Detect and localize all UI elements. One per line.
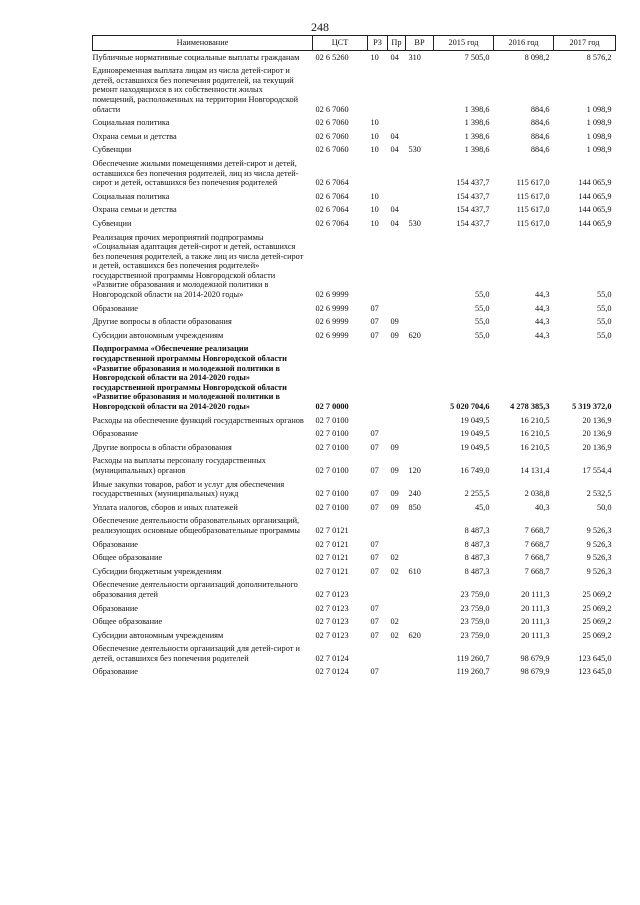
- row-value-2016: 16 210,5: [520, 415, 550, 425]
- table-row: [93, 602, 616, 616]
- row-value-2017: 144 065,9: [578, 205, 612, 215]
- row-name: Социальная политика: [92, 191, 170, 201]
- row-cst: 02 6 7064: [315, 205, 349, 215]
- row-rz: 07: [370, 617, 379, 627]
- row-rz: 10: [370, 145, 379, 155]
- table-row: [93, 642, 616, 665]
- table-body: [93, 50, 616, 679]
- row-value-2016: 16 210,5: [520, 442, 550, 452]
- row-value-2017: 144 065,9: [578, 191, 612, 201]
- row-cst: 02 7 0100: [315, 502, 349, 512]
- row-name: Субсидии бюджетным учреждениям: [92, 566, 222, 576]
- row-rz: [368, 414, 388, 428]
- row-vr: [406, 130, 434, 144]
- table-row: [93, 565, 616, 579]
- header-cst: ЦСТ: [313, 36, 368, 51]
- row-vr: 120: [408, 465, 421, 475]
- row-value-2015: 23 759,0: [460, 589, 490, 599]
- header-name: Наименование: [93, 36, 313, 51]
- row-cst: 02 7 0100: [315, 415, 349, 425]
- table-row: [93, 665, 616, 679]
- header-2015: 2015 год: [434, 36, 494, 51]
- row-rz: 10: [370, 52, 379, 62]
- row-vr: [406, 414, 434, 428]
- row-value-2016: 884,6: [530, 145, 550, 155]
- row-value-2016: 884,6: [530, 118, 550, 128]
- table-row: [93, 514, 616, 537]
- row-value-2015: 154 437,7: [456, 205, 490, 215]
- row-vr: [406, 315, 434, 329]
- table-row: [93, 143, 616, 157]
- page-number: 248: [311, 20, 329, 34]
- row-value-2016: 14 131,4: [520, 465, 550, 475]
- row-pr: [388, 514, 406, 537]
- row-value-2015: 1 398,6: [464, 104, 490, 114]
- row-value-2017: 144 065,9: [578, 218, 612, 228]
- row-vr: [406, 514, 434, 537]
- row-cst: 02 7 0100: [315, 465, 349, 475]
- table-row: [93, 116, 616, 130]
- row-pr: 09: [390, 502, 399, 512]
- row-cst: 02 7 0121: [315, 539, 349, 549]
- row-value-2017: 20 136,9: [582, 429, 612, 439]
- row-value-2015: 154 437,7: [456, 178, 490, 188]
- row-pr: 09: [390, 465, 399, 475]
- table-row: [93, 578, 616, 601]
- row-value-2016: 20 111,3: [521, 589, 550, 599]
- row-value-2017: 1 098,9: [586, 104, 612, 114]
- row-pr: [388, 642, 406, 665]
- row-value-2017: 55,0: [596, 290, 612, 300]
- row-rz: 07: [370, 553, 379, 563]
- row-value-2016: 7 668,7: [524, 553, 550, 563]
- header-2017: 2017 год: [554, 36, 616, 51]
- table-row: [93, 231, 616, 302]
- row-rz: 07: [370, 303, 379, 313]
- row-cst: 02 6 7064: [315, 178, 349, 188]
- row-cst: 02 7 0123: [315, 603, 349, 613]
- row-value-2017: 55,0: [596, 330, 612, 340]
- table-row: [93, 342, 616, 413]
- row-rz: [368, 342, 388, 413]
- row-value-2017: 9 526,3: [586, 539, 612, 549]
- row-value-2016: 8 098,2: [524, 52, 550, 62]
- row-value-2015: 45,0: [474, 502, 490, 512]
- row-value-2015: 7 505,0: [464, 52, 490, 62]
- row-name: Публичные нормативные социальные выплаты гражданам: [92, 52, 300, 62]
- row-value-2017: 55,0: [596, 317, 612, 327]
- row-name: Охрана семьи и детства: [92, 205, 177, 215]
- row-rz: 07: [370, 539, 379, 549]
- table-row: [93, 427, 616, 441]
- row-name: Образование: [92, 603, 138, 613]
- row-value-2016: 20 111,3: [521, 603, 550, 613]
- row-cst: 02 7 0121: [315, 566, 349, 576]
- row-value-2016: 115 617,0: [516, 178, 550, 188]
- row-pr: 02: [390, 630, 399, 640]
- row-value-2016: 20 111,3: [521, 617, 550, 627]
- row-pr: 04: [390, 131, 399, 141]
- row-value-2017: 9 526,3: [586, 525, 612, 535]
- row-value-2017: 25 069,2: [582, 603, 612, 613]
- row-value-2015: 19 049,5: [460, 442, 490, 452]
- row-pr: 09: [390, 330, 399, 340]
- row-name: Уплата налогов, сборов и иных платежей: [92, 502, 238, 512]
- row-value-2016: 20 111,3: [521, 630, 550, 640]
- table-row: [93, 478, 616, 501]
- row-cst: 02 6 7060: [315, 118, 349, 128]
- row-pr: [388, 231, 406, 302]
- row-value-2017: 55,0: [596, 303, 612, 313]
- row-name: Образование: [92, 429, 138, 439]
- row-rz: 07: [370, 667, 379, 677]
- row-value-2016: 7 668,7: [524, 566, 550, 576]
- row-vr: [406, 302, 434, 316]
- table-row: [93, 190, 616, 204]
- row-rz: [368, 642, 388, 665]
- header-2016: 2016 год: [494, 36, 554, 51]
- row-pr: 02: [390, 617, 399, 627]
- row-vr: [406, 665, 434, 679]
- row-rz: 07: [370, 502, 379, 512]
- row-cst: 02 6 9999: [315, 330, 349, 340]
- row-vr: [406, 538, 434, 552]
- row-vr: 240: [408, 489, 421, 499]
- row-rz: 07: [370, 566, 379, 576]
- row-value-2015: 23 759,0: [460, 630, 490, 640]
- row-cst: 02 7 0123: [315, 589, 349, 599]
- row-name: Образование: [92, 539, 138, 549]
- row-cst: 02 6 9999: [315, 317, 349, 327]
- row-vr: [406, 116, 434, 130]
- row-name: Расходы на выплаты персоналу государственных (муниципальных) органов: [92, 456, 266, 475]
- row-name: Другие вопросы в области образования: [92, 317, 232, 327]
- table-row: [93, 551, 616, 565]
- table-row: [93, 538, 616, 552]
- row-pr: 09: [390, 489, 399, 499]
- row-pr: 04: [390, 205, 399, 215]
- row-value-2015: 55,0: [474, 290, 490, 300]
- row-pr: [388, 342, 406, 413]
- row-value-2015: 2 255,5: [464, 489, 490, 499]
- row-vr: [406, 231, 434, 302]
- row-value-2017: 20 136,9: [582, 442, 612, 452]
- row-pr: [388, 578, 406, 601]
- table-row: [93, 157, 616, 190]
- row-pr: [388, 427, 406, 441]
- row-pr: 09: [390, 442, 399, 452]
- row-value-2017: 2 532,5: [586, 489, 612, 499]
- table-row: [93, 50, 616, 64]
- row-cst: 02 6 7060: [315, 131, 349, 141]
- row-value-2016: 884,6: [530, 104, 550, 114]
- row-value-2015: 8 487,3: [464, 539, 490, 549]
- row-cst: 02 6 5260: [315, 52, 349, 62]
- table-row: [93, 414, 616, 428]
- row-rz: 10: [370, 191, 379, 201]
- row-value-2015: 154 437,7: [456, 191, 490, 201]
- row-vr: [406, 342, 434, 413]
- row-value-2015: 5 020 704,6: [450, 402, 490, 411]
- row-pr: [388, 665, 406, 679]
- row-value-2016: 44,3: [534, 303, 550, 313]
- row-vr: 620: [408, 630, 421, 640]
- row-value-2015: 119 260,7: [456, 667, 490, 677]
- row-value-2017: 9 526,3: [586, 553, 612, 563]
- row-rz: 07: [370, 489, 379, 499]
- row-value-2015: 55,0: [474, 317, 490, 327]
- row-value-2017: 17 554,4: [582, 465, 612, 475]
- row-value-2016: 44,3: [534, 290, 550, 300]
- row-name: Общее образование: [92, 617, 163, 627]
- table-row: [93, 203, 616, 217]
- header-vr: ВР: [406, 36, 434, 51]
- row-value-2016: 44,3: [534, 330, 550, 340]
- row-name: Другие вопросы в области образования: [92, 442, 232, 452]
- header-pr: Пр: [388, 36, 406, 51]
- row-value-2015: 8 487,3: [464, 553, 490, 563]
- row-value-2017: 25 069,2: [582, 617, 612, 627]
- row-name: Охрана семьи и детства: [92, 131, 177, 141]
- row-vr: [406, 642, 434, 665]
- row-value-2017: 5 319 372,0: [572, 402, 612, 411]
- table-row: [93, 454, 616, 477]
- row-value-2017: 20 136,9: [582, 415, 612, 425]
- row-cst: 02 6 9999: [315, 303, 349, 313]
- row-cst: 02 7 0000: [315, 402, 349, 411]
- row-vr: 610: [408, 566, 421, 576]
- row-value-2017: 9 526,3: [586, 566, 612, 576]
- row-value-2017: 1 098,9: [586, 118, 612, 128]
- row-rz: 07: [370, 330, 379, 340]
- table-header-row: [93, 36, 616, 51]
- row-value-2015: 19 049,5: [460, 415, 490, 425]
- row-pr: 04: [390, 218, 399, 228]
- row-name: Единовременная выплата лицам из числа детей-сирот и детей, оставшихся без попечения родителей, на текущий ремонт находящихся в их собственности жилых помещений, расположенных на территории Новгородской области: [92, 66, 299, 114]
- row-value-2017: 1 098,9: [586, 145, 612, 155]
- row-name: Субсидии автономным учреждениям: [92, 630, 224, 640]
- row-value-2015: 55,0: [474, 330, 490, 340]
- row-value-2016: 115 617,0: [516, 205, 550, 215]
- row-vr: [406, 157, 434, 190]
- row-value-2016: 884,6: [530, 131, 550, 141]
- row-value-2015: 23 759,0: [460, 617, 490, 627]
- row-name: Расходы на обеспечение функций государственных органов: [92, 415, 304, 425]
- row-rz: 07: [370, 603, 379, 613]
- row-value-2016: 40,3: [534, 502, 550, 512]
- row-cst: 02 7 0100: [315, 489, 349, 499]
- table-row: [93, 501, 616, 515]
- row-value-2016: 4 278 385,3: [510, 402, 550, 411]
- row-value-2016: 7 668,7: [524, 525, 550, 535]
- row-name: Общее образование: [92, 553, 163, 563]
- table-row: [93, 130, 616, 144]
- row-name: Обеспечение деятельности образовательных организаций, реализующих основные общеобразовательные программы: [92, 516, 300, 535]
- row-value-2016: 2 038,8: [524, 489, 550, 499]
- row-value-2015: 154 437,7: [456, 218, 490, 228]
- row-value-2015: 23 759,0: [460, 603, 490, 613]
- row-value-2017: 25 069,2: [582, 589, 612, 599]
- row-value-2015: 8 487,3: [464, 525, 490, 535]
- table-row: [93, 64, 616, 116]
- row-rz: 10: [370, 131, 379, 141]
- row-rz: [368, 514, 388, 537]
- row-name: Образование: [92, 667, 138, 677]
- row-value-2015: 1 398,6: [464, 131, 490, 141]
- row-pr: [388, 157, 406, 190]
- budget-table: [92, 35, 616, 679]
- row-vr: [406, 190, 434, 204]
- row-cst: 02 7 0124: [315, 653, 349, 663]
- row-value-2017: 144 065,9: [578, 178, 612, 188]
- row-rz: 10: [370, 118, 379, 128]
- row-vr: [406, 441, 434, 455]
- row-pr: [388, 602, 406, 616]
- header-rz: РЗ: [368, 36, 388, 51]
- row-value-2016: 44,3: [534, 317, 550, 327]
- row-cst: 02 6 9999: [315, 290, 349, 300]
- row-rz: [368, 578, 388, 601]
- row-value-2016: 115 617,0: [516, 218, 550, 228]
- row-value-2016: 98 679,9: [520, 653, 550, 663]
- row-vr: [406, 602, 434, 616]
- row-rz: 10: [370, 218, 379, 228]
- row-vr: [406, 615, 434, 629]
- row-value-2015: 19 049,5: [460, 429, 490, 439]
- row-value-2015: 8 487,3: [464, 566, 490, 576]
- row-rz: 07: [370, 442, 379, 452]
- row-name: Обеспечение жилыми помещениями детей-сирот и детей, оставшихся без попечения родителей, лиц из числа детей-сирот и детей, оставшихся без попечения родителей: [92, 158, 299, 188]
- row-value-2016: 98 679,9: [520, 667, 550, 677]
- row-value-2015: 16 749,0: [460, 465, 490, 475]
- row-value-2017: 50,0: [596, 502, 612, 512]
- row-value-2017: 123 645,0: [578, 667, 612, 677]
- row-cst: 02 6 7060: [315, 145, 349, 155]
- row-vr: [406, 578, 434, 601]
- row-cst: 02 7 0100: [315, 442, 349, 452]
- row-pr: [388, 414, 406, 428]
- row-value-2017: 1 098,9: [586, 131, 612, 141]
- row-vr: 620: [408, 330, 421, 340]
- row-name: Подпрограмма «Обеспечение реализации государственной программы Новгородской области «Развитие образования и молодежной политики в Новгородской области на 2014-2020 годы» государственной программы Новгородской области «Развитие образования и молодежной политики в Новгородской области на 2014-2020 годы»: [92, 344, 287, 411]
- row-vr: 530: [408, 218, 421, 228]
- row-vr: [406, 203, 434, 217]
- row-rz: 07: [370, 465, 379, 475]
- row-vr: [406, 551, 434, 565]
- row-vr: [406, 64, 434, 116]
- table-row: [93, 441, 616, 455]
- row-name: Субвенции: [92, 145, 132, 155]
- row-name: Социальная политика: [92, 118, 170, 128]
- row-vr: 310: [408, 52, 421, 62]
- row-cst: 02 7 0100: [315, 429, 349, 439]
- row-cst: 02 7 0121: [315, 553, 349, 563]
- row-pr: 04: [390, 145, 399, 155]
- row-value-2015: 119 260,7: [456, 653, 490, 663]
- row-rz: [368, 231, 388, 302]
- row-name: Иные закупки товаров, работ и услуг для обеспечения государственных (муниципальных) нужд: [92, 479, 285, 499]
- table-row: [93, 615, 616, 629]
- row-pr: [388, 116, 406, 130]
- row-cst: 02 6 7064: [315, 191, 349, 201]
- row-vr: [406, 427, 434, 441]
- row-rz: 07: [370, 429, 379, 439]
- row-value-2016: 7 668,7: [524, 539, 550, 549]
- row-cst: 02 7 0123: [315, 617, 349, 627]
- table-row: [93, 315, 616, 329]
- table-row: [93, 217, 616, 231]
- row-value-2015: 1 398,6: [464, 145, 490, 155]
- row-name: Обеспечение деятельности организаций дополнительного образования детей: [92, 580, 298, 599]
- row-vr: 530: [408, 145, 421, 155]
- row-pr: [388, 538, 406, 552]
- row-rz: 07: [370, 317, 379, 327]
- row-rz: 07: [370, 630, 379, 640]
- table-row: [93, 629, 616, 643]
- row-cst: 02 7 0123: [315, 630, 349, 640]
- row-vr: 850: [408, 502, 421, 512]
- row-value-2017: 8 576,2: [586, 52, 612, 62]
- row-pr: 09: [390, 317, 399, 327]
- row-value-2016: 115 617,0: [516, 191, 550, 201]
- row-value-2017: 25 069,2: [582, 630, 612, 640]
- row-name: Субсидии автономным учреждениям: [92, 330, 224, 340]
- row-pr: 02: [390, 566, 399, 576]
- row-cst: 02 7 0121: [315, 525, 349, 535]
- row-pr: 04: [390, 52, 399, 62]
- table-row: [93, 329, 616, 343]
- row-name: Субвенции: [92, 218, 132, 228]
- row-cst: 02 7 0124: [315, 667, 349, 677]
- row-pr: [388, 64, 406, 116]
- row-pr: [388, 190, 406, 204]
- row-rz: [368, 157, 388, 190]
- row-value-2016: 16 210,5: [520, 429, 550, 439]
- table-row: [93, 302, 616, 316]
- row-rz: 10: [370, 205, 379, 215]
- row-name: Обеспечение деятельности организаций для детей-сирот и детей, оставшихся без попечения родителей: [92, 644, 300, 663]
- row-name: Образование: [92, 303, 138, 313]
- row-pr: [388, 302, 406, 316]
- row-rz: [368, 64, 388, 116]
- row-value-2015: 55,0: [474, 303, 490, 313]
- row-value-2017: 123 645,0: [578, 653, 612, 663]
- row-name: Реализация прочих мероприятий подпрограммы «Социальная адаптация детей-сирот и детей, оставшихся без попечения родителей, а также лиц из числа детей-сирот и детей, оставшихся без попечения родителей» государственной программы Новгородской области «Развитие образования и молодежной политики в Новгородской области на 2014-2020 годы»: [92, 232, 304, 300]
- row-value-2015: 1 398,6: [464, 118, 490, 128]
- row-cst: 02 6 7060: [315, 104, 349, 114]
- row-pr: 02: [390, 553, 399, 563]
- row-cst: 02 6 7064: [315, 218, 349, 228]
